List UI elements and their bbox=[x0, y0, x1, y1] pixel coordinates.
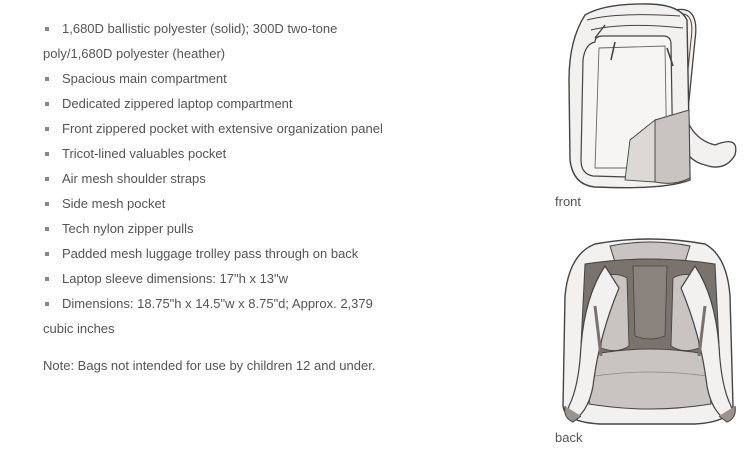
age-note: Note: Bags not intended for use by children 12 and under. bbox=[43, 358, 376, 373]
bullet-icon bbox=[45, 277, 49, 281]
backpack-back-illustration bbox=[555, 236, 745, 426]
feature-text: 1,680D ballistic polyester (solid); 300D two-tone bbox=[62, 21, 338, 36]
feature-text: Front zippered pocket with extensive organization panel bbox=[62, 121, 383, 136]
backpack-front-illustration bbox=[555, 0, 745, 190]
feature-item bbox=[43, 91, 423, 116]
feature-item-continuation bbox=[43, 41, 423, 66]
feature-item bbox=[43, 66, 423, 91]
feature-text: Air mesh shoulder straps bbox=[62, 171, 206, 186]
bullet-icon bbox=[45, 152, 49, 156]
feature-item bbox=[43, 166, 423, 191]
feature-text: Tech nylon zipper pulls bbox=[62, 221, 194, 236]
bullet-icon bbox=[45, 252, 49, 256]
feature-item bbox=[43, 241, 423, 266]
bullet-icon bbox=[45, 227, 49, 231]
feature-text: Spacious main compartment bbox=[62, 71, 227, 86]
bullet-icon bbox=[45, 127, 49, 131]
bullet-icon bbox=[45, 302, 49, 306]
back-caption: back bbox=[555, 430, 583, 445]
feature-text: Laptop sleeve dimensions: 17"h x 13"w bbox=[62, 271, 289, 286]
feature-text: poly/1,680D polyester (heather) bbox=[43, 46, 226, 61]
feature-text: Side mesh pocket bbox=[62, 196, 166, 211]
bullet-icon bbox=[45, 102, 49, 106]
feature-list bbox=[43, 16, 423, 341]
feature-text: Padded mesh luggage trolley pass through on back bbox=[62, 246, 359, 261]
feature-text: Dedicated zippered laptop compartment bbox=[62, 96, 293, 111]
feature-item bbox=[43, 141, 423, 166]
feature-text: Tricot-lined valuables pocket bbox=[62, 146, 227, 161]
back-view-figure bbox=[555, 236, 745, 445]
feature-item bbox=[43, 216, 423, 241]
feature-item bbox=[43, 16, 423, 41]
feature-item bbox=[43, 191, 423, 216]
feature-item-continuation bbox=[43, 316, 423, 341]
feature-text: Dimensions: 18.75"h x 14.5"w x 8.75"d; Approx. 2,379 bbox=[62, 296, 373, 311]
bullet-icon bbox=[45, 202, 49, 206]
front-view-figure bbox=[555, 0, 745, 209]
bullet-icon bbox=[45, 177, 49, 181]
bullet-icon bbox=[45, 27, 49, 31]
feature-item bbox=[43, 116, 423, 141]
feature-text: cubic inches bbox=[43, 321, 115, 336]
feature-item bbox=[43, 291, 423, 316]
front-caption: front bbox=[555, 194, 582, 209]
feature-item bbox=[43, 266, 423, 291]
bullet-icon bbox=[45, 77, 49, 81]
